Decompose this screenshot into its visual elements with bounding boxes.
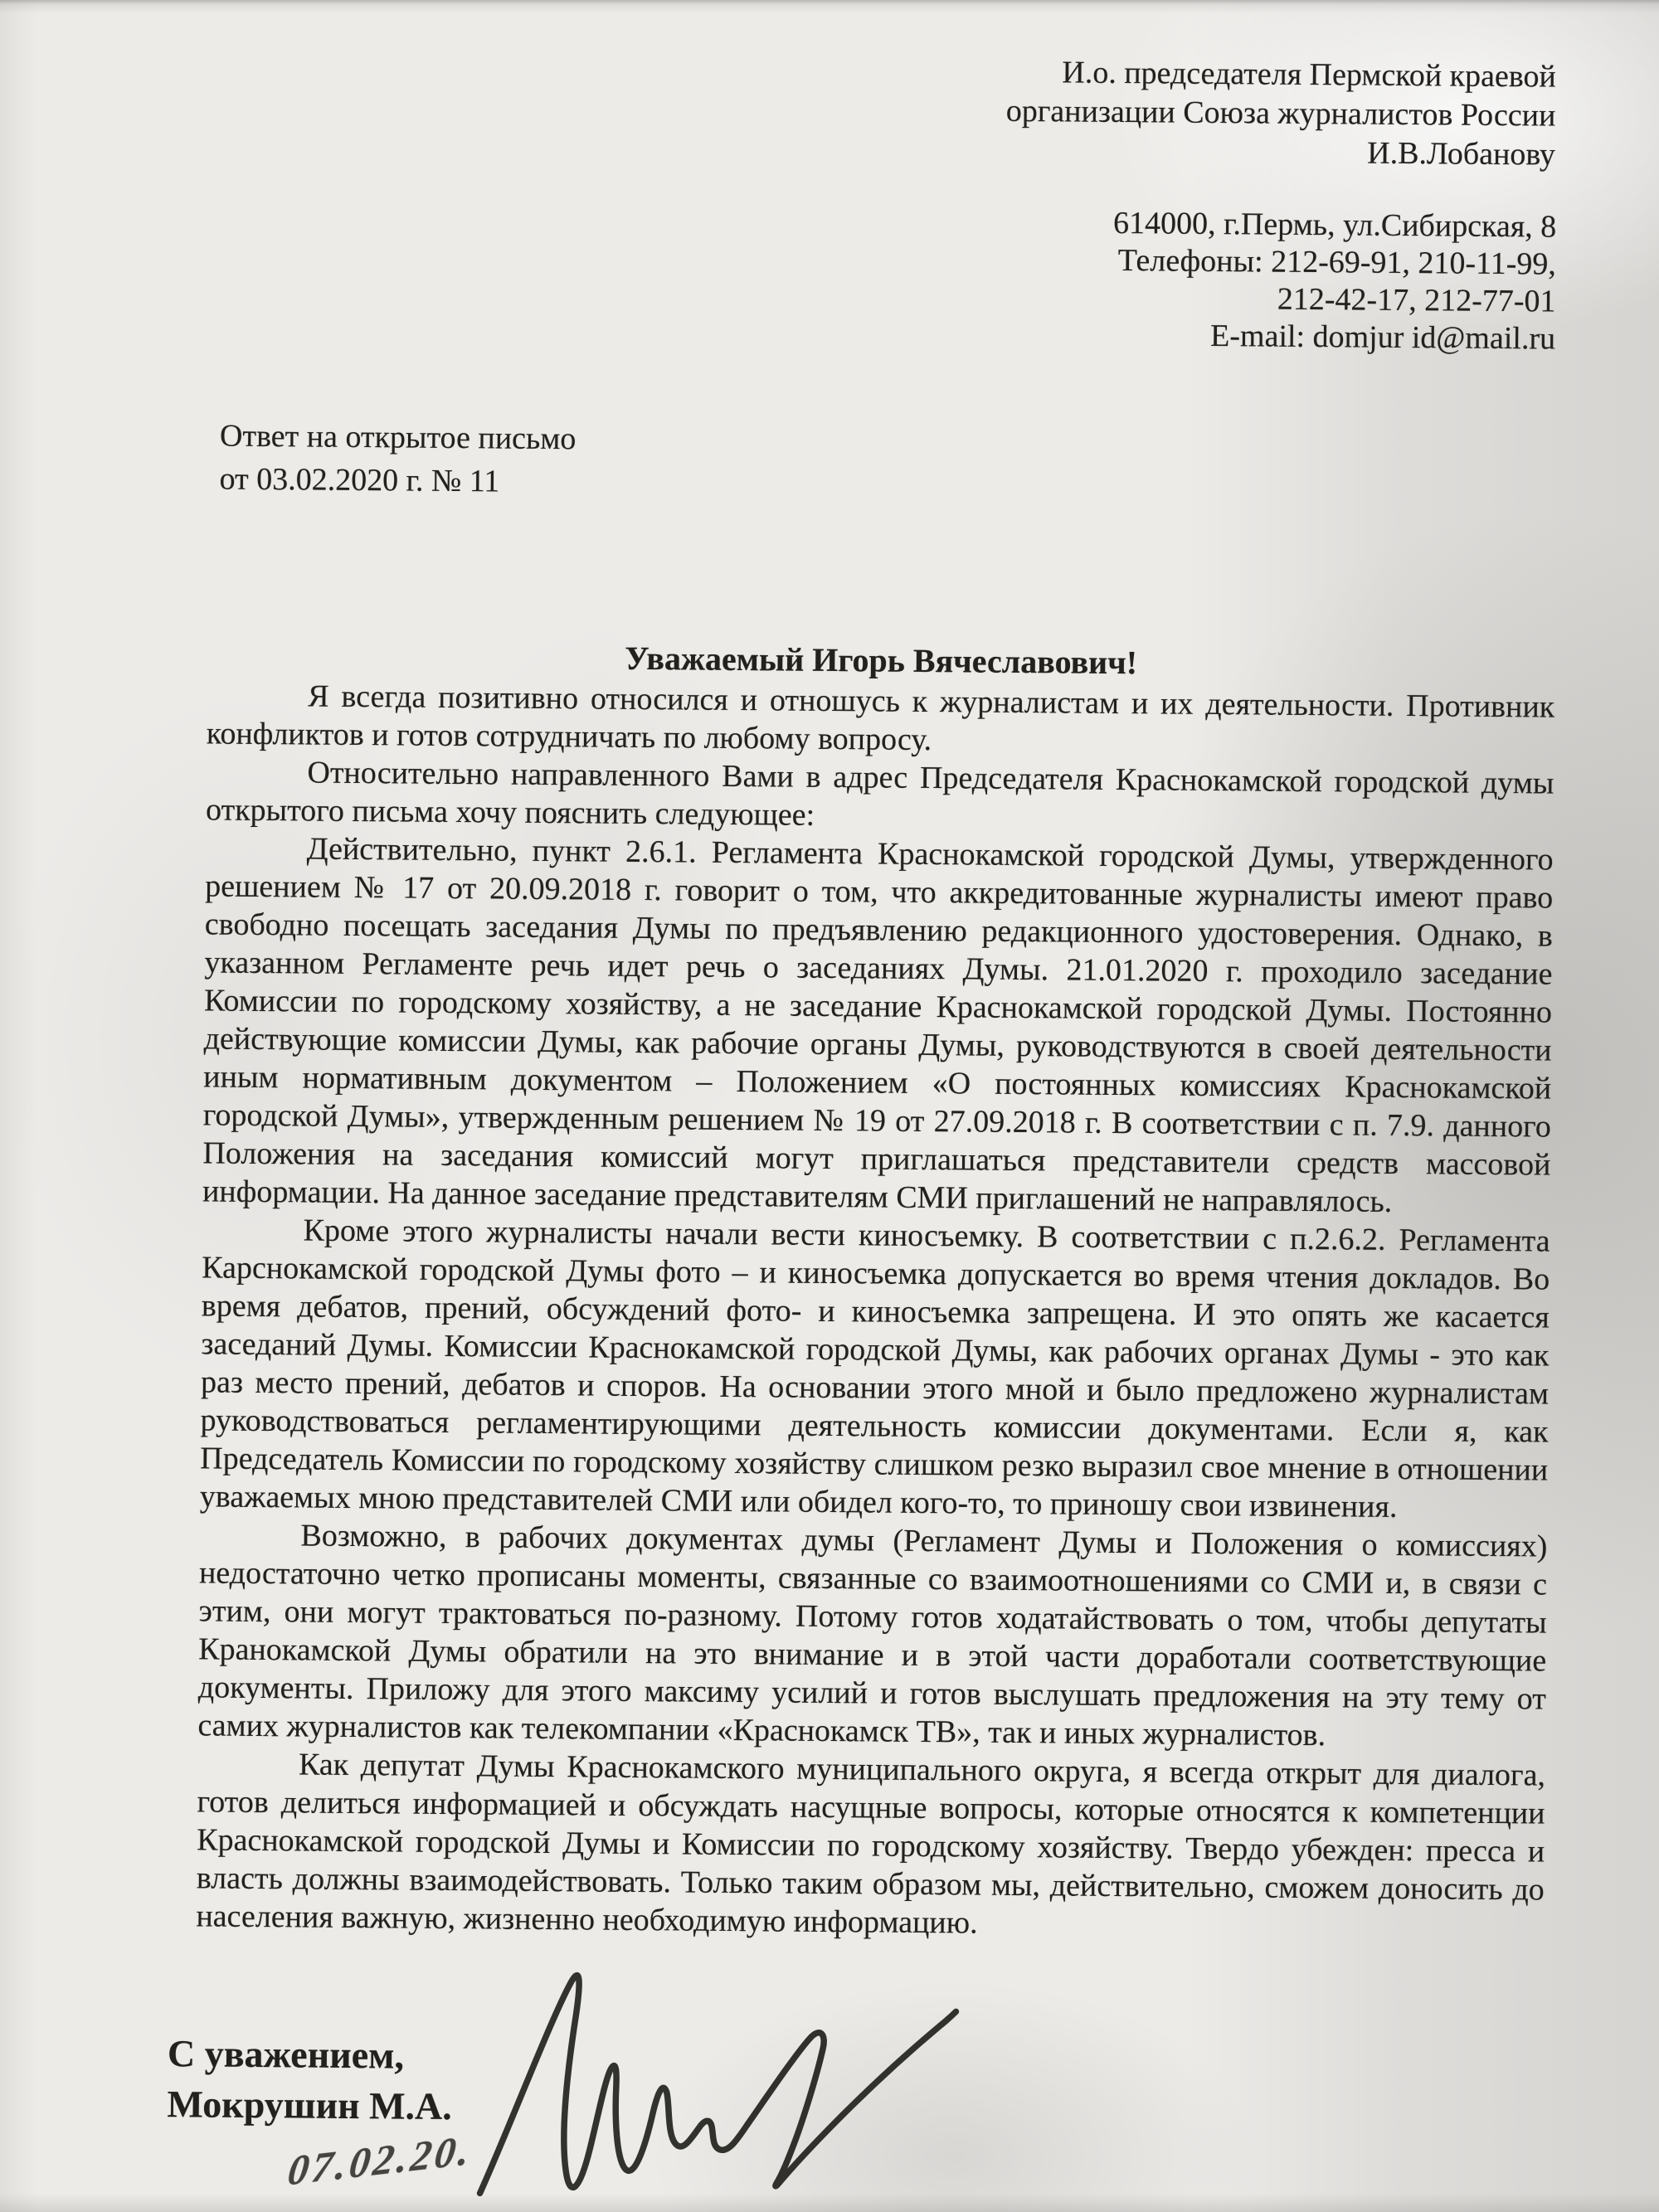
recipient-line: И.о. председателя Пермской краевой — [1062, 55, 1557, 95]
recipient-block — [1005, 53, 1556, 175]
sender-contact-block — [1112, 205, 1557, 358]
body-paragraph: Возможно, в рабочих документах думы (Регламент Думы и Положения о комиссиях) недостаточно четко прописаны моменты, связанные со взаимоотношениями со СМИ и, в связи с этим, они могут трактоваться по-разному. Потому готов ходатайствовать о том, чтобы депутаты Кранокамской Думы обратили на это внимание и в этой части доработали соответствующие документы. Приложу для этого максиму усилий и готов выслушать предложения на эту тему от самих журналистов как телекомпании «Краснокамск ТВ», так и иных журналистов. — [197, 1518, 1548, 1753]
body-paragraph: Я всегда позитивно относился и отношусь к журналистам и их деятельности. Противник конфликтов и готов сотрудничать по любому вопросу. — [206, 678, 1555, 758]
reference-line: Ответ на открытое письмо — [219, 418, 577, 457]
handwritten-signature-icon — [473, 1959, 973, 2205]
handwritten-date: 07.02.20. — [285, 2126, 476, 2195]
signature-stroke — [747, 2010, 956, 2187]
body-paragraph: Кроме этого журналисты начали вести киносъемку. В соответствии с п.2.6.2. Регламента Карснокамской городской Думы фото – и киносъемка допускается во время чтения докладов. Во время дебатов, прений, обсуждений фото- и киносъемка запрещена. И это опять же касается заседаний Думы. Комиссии Краснокамской городской Думы, как рабочих органах Думы - это как раз место прений, дебатов и споров. На основании этого мной и было предложено журналистам руководствоваться регламентирующими деятельность комиссии документами. Если я, как Председатель Комиссии по городскому хозяйству слишком резко выразил свое мнение в отношении уважаемых мною представителей СМИ или обидел кого-то, то приношу свои извинения. — [199, 1213, 1550, 1524]
contact-phones-line: 212-42-17, 212-77-01 — [1277, 281, 1556, 319]
signature-stroke — [480, 1975, 749, 2195]
closing-line: С уважением, — [167, 2032, 405, 2077]
body-paragraph: Как депутат Думы Краснокамского муниципального округа, я всегда открыт для диалога, готов делиться информацией и обсуждать насущные вопросы, которые относятся к компетенции Краснокамской городской Думы и Комиссии по городскому хозяйству. Твердо убежден: пресса и власть должны взаимодействовать. Только таким образом мы, действительно, сможем доносить до населения важную, жизненно необходимую информацию. — [196, 1747, 1546, 1941]
salutation: Уважаемый Игорь Вячеславович! — [625, 639, 1138, 682]
reference-block — [219, 415, 576, 504]
closing-line: Мокрушин М.А. — [167, 2083, 452, 2128]
body-paragraph: Действительно, пункт 2.6.1. Регламента Краснокамской городской Думы, утвержденного решением № 17 от 20.09.2018 г. говорит о том, что аккредитованные журналисты имеют право свободно посещать заседания Думы по предъявлению редакционного удостоверения. Однако, в указанном Регламенте речь идет речь о заседаниях Думы. 21.01.2020 г. проходило заседание Комиссии по городскому хозяйству, а не заседание Краснокамской городской Думы. Постоянно действующие комиссии Думы, как рабочие органы Думы, руководствуются в своей деятельности иным нормативным документом – Положением «О постоянных комиссиях Краснокамской городской Думы», утвержденным решением № 19 от 27.09.2018 г. В соответствии с п. 7.9. данного Положения на заседания комиссий могут приглашаться представители средств массовой информации. На данное заседание представителям СМИ приглашений не направлялось. — [202, 831, 1554, 1219]
letter-body — [196, 676, 1554, 1947]
recipient-line: И.В.Лобанову — [1367, 135, 1556, 173]
recipient-line: организации Союза журналистов России — [1005, 93, 1556, 134]
closing-block — [167, 2028, 452, 2132]
reference-line: от 03.02.2020 г. № 11 — [219, 461, 500, 499]
body-paragraph: Относительно направленного Вами в адрес Председателя Краснокамской городской думы открытого письма хочу пояснить следующее: — [205, 755, 1554, 833]
contact-phones-line: Телефоны: 212-69-91, 210-11-99, — [1117, 242, 1557, 282]
contact-email-line: E-mail: domjur id@mail.ru — [1209, 318, 1556, 357]
contact-address-line: 614000, г.Пермь, ул.Сибирская, 8 — [1112, 205, 1557, 245]
